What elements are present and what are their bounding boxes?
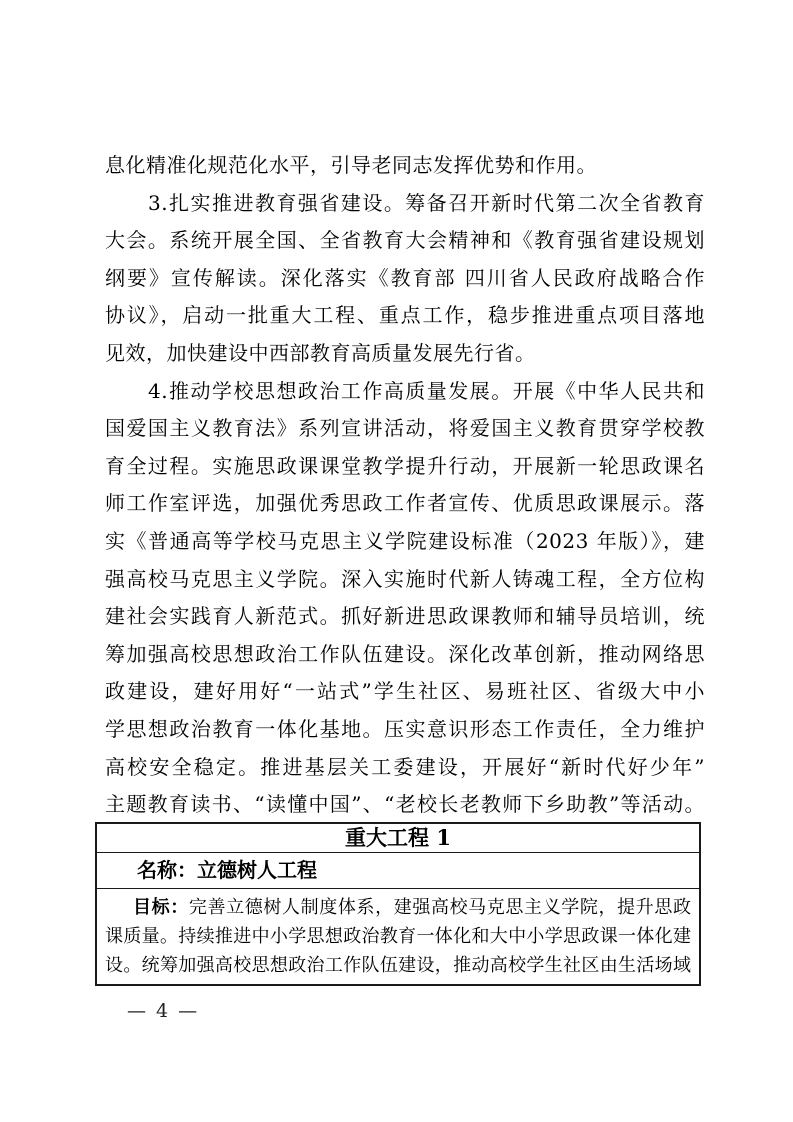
body-line-text: 师工作室评选，加强优秀思政工作者宣传、优质思政课展示。落 — [105, 491, 705, 516]
body-line-text: 筹备召开新时代第二次全省教育 — [405, 190, 705, 215]
body-line — [105, 297, 705, 335]
body-line-text: 学思想政治教育一体化基地。压实意识形态工作责任，全力维护 — [105, 716, 705, 741]
project-goal-row — [97, 889, 699, 984]
body-line-text: 国爱国主义教育法》系列宣讲活动，将爱国主义教育贯穿学校教 — [105, 416, 705, 441]
goal-line — [105, 951, 691, 980]
body-line-text: 实《普通高等学校马克思主义学院建设标准（2023 年版）》，建 — [105, 528, 705, 553]
body-line-text: 筹加强高校思想政治工作队伍建设。深化改革创新，推动网络思 — [105, 641, 705, 666]
project-table-title: 重大工程 1 — [97, 824, 699, 853]
project-name-value: 立德树人工程 — [197, 858, 317, 882]
body-line — [105, 260, 705, 298]
goal-line-text: 设。统筹加强高校思想政治工作队伍建设，推动高校学生社区由生活场域 — [105, 955, 691, 976]
body-line — [105, 749, 705, 787]
body-line-text: 建社会实践育人新范式。抓好新进思政课教师和辅导员培训，统 — [105, 604, 705, 629]
body-line-text: 大会。系统开展全国、全省教育大会精神和《教育强省建设规划 — [105, 228, 705, 253]
body-line — [105, 786, 705, 824]
body-line-text: 见效，加快建设中西部教育高质量发展先行省。 — [105, 340, 536, 365]
body-line — [105, 373, 705, 411]
body-line — [105, 410, 705, 448]
body-line-text: 高校安全稳定。推进基层关工委建设，开展好“新时代好少年” — [105, 754, 705, 779]
body-line-text: 息化精准化规范化水平，引导老同志发挥优势和作用。 — [105, 153, 597, 177]
goal-line-text: 课质量。持续推进中小学思想政治教育一体化和大中小学思政课一体化建 — [105, 926, 691, 947]
project-table — [95, 822, 701, 986]
body-line-text: 育全过程。实施思政课课堂教学提升行动，开展新一轮思政课名 — [105, 453, 705, 478]
body-line — [105, 598, 705, 636]
body-line — [105, 485, 705, 523]
body-line — [105, 561, 705, 599]
project-name-row — [97, 853, 699, 889]
goal-line — [105, 893, 691, 922]
body-line — [105, 185, 705, 223]
body-line — [105, 711, 705, 749]
body-line — [105, 523, 705, 561]
paragraph-lead: 4.推动学校思想政治工作高质量发展。 — [148, 378, 513, 403]
body-line-text: 协议》，启动一批重大工程、重点工作，稳步推进重点项目落地 — [105, 303, 705, 328]
body-line-text: 纲要》宣传解读。深化落实《教育部 四川省人民政府战略合作 — [105, 265, 705, 290]
goal-line-text: 完善立德树人制度体系，建强高校马克思主义学院，提升思政 — [188, 897, 691, 918]
body-line — [105, 448, 705, 486]
project-name-label: 名称： — [137, 858, 197, 882]
body-line-text: 开展《中华人民共和 — [512, 378, 705, 403]
page-number: — 4 — — [127, 1000, 200, 1022]
project-goal-label: 目标： — [133, 897, 189, 918]
goal-line — [105, 922, 691, 951]
body-line-text: 政建设，建好用好“一站式”学生社区、易班社区、省级大中小 — [105, 679, 705, 704]
body-line-text: 强高校马克思主义学院。深入实施时代新人铸魂工程，全方位构 — [105, 566, 705, 591]
body-line — [105, 636, 705, 674]
body-line — [105, 222, 705, 260]
body-line — [105, 147, 705, 185]
document-body — [105, 147, 705, 824]
body-line-text: 主题教育读书、“读懂中国”、“老校长老教师下乡助教”等活动。 — [105, 792, 705, 817]
body-line — [105, 335, 705, 373]
paragraph-lead: 3.扎实推进教育强省建设。 — [148, 190, 406, 215]
body-line — [105, 673, 705, 711]
